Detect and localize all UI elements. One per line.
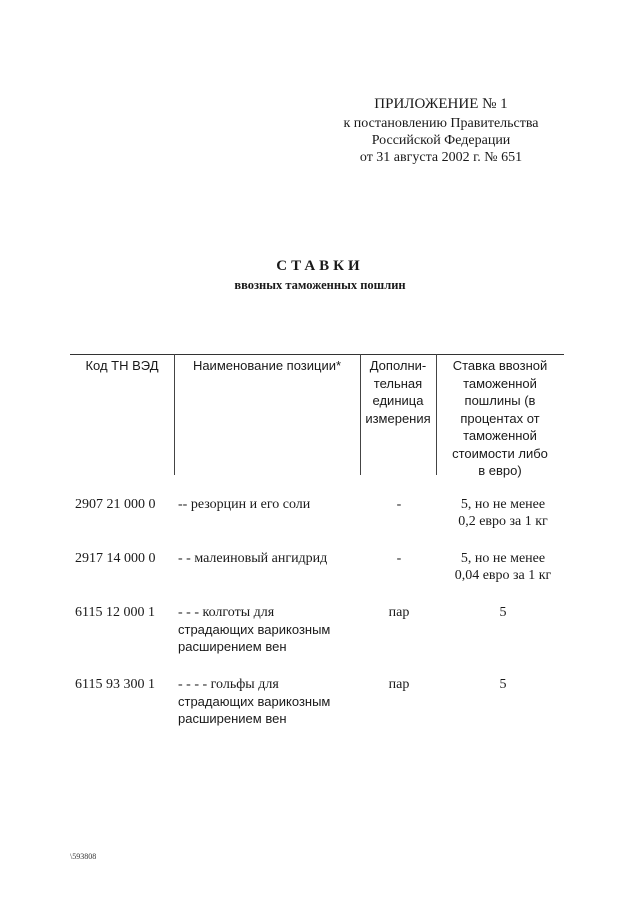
row-name-line: расширением вен (178, 639, 287, 654)
header-unit-line: Дополни- (369, 358, 427, 373)
header-rate-line: таможенной (463, 428, 537, 443)
header-unit-line: тельная (373, 375, 423, 391)
row-name (178, 676, 364, 727)
row-code: 2917 14 000 0 (75, 551, 156, 566)
document-subtitle: ввозных таможенных пошлин (234, 278, 406, 292)
row-code: 6115 93 300 1 (75, 677, 155, 692)
row-unit: пар (388, 677, 410, 692)
document-heading (0, 256, 640, 294)
row-rate-line: 0,2 евро за 1 кг (458, 514, 548, 529)
row-rate (442, 550, 564, 584)
row-rate-line: 5, но не менее (460, 497, 546, 512)
appendix-block (330, 96, 552, 166)
appendix-line-1: к постановлению Правительства (343, 116, 539, 131)
appendix-title: ПРИЛОЖЕНИЕ № 1 (374, 96, 508, 112)
header-rate-line: процентах от (460, 410, 540, 426)
header-unit (360, 357, 436, 427)
row-rate (442, 604, 564, 621)
row-name (178, 496, 364, 513)
row-code: 2907 21 000 0 (75, 497, 156, 512)
row-rate-line: 0,04 евро за 1 кг (454, 568, 552, 583)
header-unit-line: единица (372, 393, 424, 408)
row-rate-line: 5, но не менее (460, 551, 546, 566)
header-rate-line: таможенной (463, 375, 537, 391)
header-rate-line: пошлины (в (464, 393, 536, 408)
row-name (178, 550, 364, 567)
row-name-line: - - - - гольфы для (178, 677, 279, 692)
appendix-line-3: от 31 августа 2002 г. № 651 (359, 150, 523, 165)
document-id: \593808 (70, 852, 97, 861)
header-name: Наименование позиции* (192, 358, 342, 373)
header-rate-line: в евро) (478, 463, 522, 478)
header-rate-line: стоимости либо (452, 445, 548, 461)
row-rate (442, 496, 564, 530)
row-name-line: страдающих варикозным (178, 694, 331, 709)
header-rate (436, 357, 564, 480)
row-name-line: -- резорцин и его соли (178, 497, 311, 512)
row-name-line: - - малеиновый ангидрид (178, 551, 328, 566)
row-rate-line: 5 (499, 677, 507, 692)
header-rate-line: Ставка ввозной (452, 358, 548, 373)
row-unit: - (396, 497, 402, 512)
row-unit: - (396, 551, 402, 566)
row-code: 6115 12 000 1 (75, 605, 155, 620)
row-name-line: - - - колготы для (178, 605, 275, 620)
header-unit-line: измерения (365, 410, 431, 426)
row-name-line: страдающих варикозным (178, 622, 331, 637)
row-unit: пар (388, 605, 410, 620)
table-top-rule (70, 354, 564, 355)
header-code: Код ТН ВЭД (85, 358, 159, 373)
row-rate-line: 5 (499, 605, 507, 620)
row-name-line: расширением вен (178, 711, 287, 726)
appendix-line-2: Российской Федерации (371, 133, 511, 148)
document-title: СТАВКИ (276, 258, 364, 274)
row-name (178, 604, 364, 655)
row-rate (442, 676, 564, 693)
